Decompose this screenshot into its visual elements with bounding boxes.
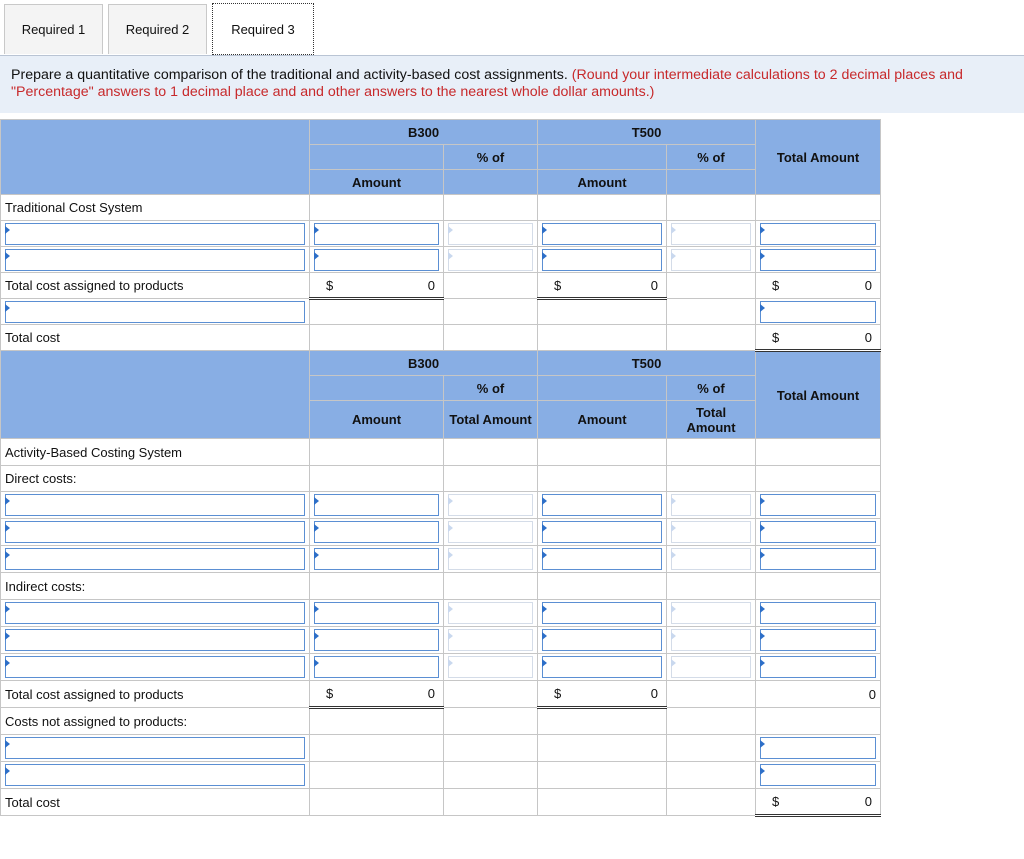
total-input[interactable] xyxy=(760,602,876,624)
t500-total-value: 0 xyxy=(650,277,659,293)
percent-input[interactable] xyxy=(448,602,533,624)
abc-header-amount-t500: Amount xyxy=(538,401,667,439)
table-row xyxy=(1,600,881,627)
amount-input[interactable] xyxy=(542,494,662,516)
currency-symbol: $ xyxy=(554,277,562,293)
row-label-input[interactable] xyxy=(5,521,305,543)
percent-input[interactable] xyxy=(448,249,533,271)
row-label-input[interactable] xyxy=(5,764,305,786)
table-row xyxy=(1,573,881,600)
percent-input[interactable] xyxy=(671,629,751,651)
abc-b300-total-value: 0 xyxy=(427,686,435,701)
table-row xyxy=(1,439,881,466)
header-blank xyxy=(1,351,310,439)
total-input[interactable] xyxy=(760,656,876,678)
row-label-input[interactable] xyxy=(5,602,305,624)
amount-input[interactable] xyxy=(314,521,439,543)
percent-input[interactable] xyxy=(448,629,533,651)
header-b300: B300 xyxy=(310,120,538,145)
tab-required-3[interactable]: Required 3 xyxy=(212,3,314,55)
amount-input[interactable] xyxy=(314,548,439,570)
amount-input[interactable] xyxy=(542,521,662,543)
percent-input[interactable] xyxy=(671,656,751,678)
percent-input[interactable] xyxy=(448,521,533,543)
total-input[interactable] xyxy=(760,223,876,245)
currency-symbol: $ xyxy=(326,686,334,701)
amount-input[interactable] xyxy=(542,223,662,245)
currency-symbol: $ xyxy=(772,278,780,293)
amount-input[interactable] xyxy=(314,494,439,516)
abc-grand-total-value: 0 xyxy=(756,681,881,708)
abc-header-total-t500: Total Amount xyxy=(667,401,756,439)
table-row xyxy=(1,299,881,325)
abc-indirect-label: Indirect costs: xyxy=(1,573,310,600)
amount-input[interactable] xyxy=(314,249,439,271)
percent-input[interactable] xyxy=(448,548,533,570)
header-total-amount: Total Amount xyxy=(756,120,881,195)
comparison-table xyxy=(0,119,881,817)
total-cost-value: 0 xyxy=(864,329,873,345)
percent-input[interactable] xyxy=(671,249,751,271)
abc-header-total-b300: Total Amount xyxy=(444,401,538,439)
row-label-input[interactable] xyxy=(5,629,305,651)
percent-input[interactable] xyxy=(671,521,751,543)
abc-header-row-1 xyxy=(1,351,881,376)
amount-input[interactable] xyxy=(542,249,662,271)
percent-input[interactable] xyxy=(448,223,533,245)
percent-input[interactable] xyxy=(448,494,533,516)
table-row xyxy=(1,466,881,492)
table-row xyxy=(1,627,881,654)
table-row xyxy=(1,654,881,681)
header-amount-t500: Amount xyxy=(538,170,667,195)
amount-input[interactable] xyxy=(314,629,439,651)
abc-header-pct-t500: % of xyxy=(667,376,756,401)
tab-bar xyxy=(0,0,1024,56)
table-row xyxy=(1,681,881,708)
instructions xyxy=(0,56,1024,113)
table-row xyxy=(1,195,881,221)
instructions-note: (Round your intermediate calculations to 2 decimal places and "Percentage" answers to 1 decimal place and and other answers to the nearest whole dollar amounts.) xyxy=(11,67,963,100)
total-input[interactable] xyxy=(760,737,876,759)
header-empty xyxy=(538,376,667,401)
abc-direct-label: Direct costs: xyxy=(1,466,310,492)
amount-input[interactable] xyxy=(542,548,662,570)
header-amount-b300: Amount xyxy=(310,170,444,195)
amount-input[interactable] xyxy=(314,656,439,678)
table-row xyxy=(1,247,881,273)
abc-header-pct-b300: % of xyxy=(444,376,538,401)
total-input[interactable] xyxy=(760,629,876,651)
table-row xyxy=(1,789,881,816)
traditional-section-label: Traditional Cost System xyxy=(1,195,310,221)
amount-input[interactable] xyxy=(542,629,662,651)
abc-header-b300: B300 xyxy=(310,351,538,376)
traditional-total-cost-label: Total cost xyxy=(1,325,310,351)
abc-not-assigned-label: Costs not assigned to products: xyxy=(1,708,310,735)
currency-symbol: $ xyxy=(326,277,334,293)
total-input[interactable] xyxy=(760,521,876,543)
traditional-header-row-1 xyxy=(1,120,881,145)
header-t500: T500 xyxy=(538,120,756,145)
total-input[interactable] xyxy=(760,548,876,570)
total-input[interactable] xyxy=(760,301,876,323)
traditional-total-assigned-label: Total cost assigned to products xyxy=(1,273,310,299)
tab-required-1[interactable]: Required 1 xyxy=(4,4,103,54)
grand-total-value: 0 xyxy=(864,278,873,293)
percent-input[interactable] xyxy=(671,548,751,570)
amount-input[interactable] xyxy=(542,656,662,678)
row-label-input[interactable] xyxy=(5,223,305,245)
table-row xyxy=(1,735,881,762)
total-input[interactable] xyxy=(760,494,876,516)
row-label-input[interactable] xyxy=(5,301,305,323)
percent-input[interactable] xyxy=(671,494,751,516)
total-input[interactable] xyxy=(760,764,876,786)
abc-total-cost-value: 0 xyxy=(864,794,873,809)
row-label-input[interactable] xyxy=(5,249,305,271)
header-empty xyxy=(310,145,444,170)
abc-header-total-amount: Total Amount xyxy=(756,351,881,439)
table-row xyxy=(1,325,881,351)
total-input[interactable] xyxy=(760,249,876,271)
currency-symbol: $ xyxy=(772,794,780,809)
percent-input[interactable] xyxy=(671,602,751,624)
abc-header-amount-b300: Amount xyxy=(310,401,444,439)
header-pct-t500: % of xyxy=(667,145,756,170)
abc-t500-total-value: 0 xyxy=(650,686,659,701)
table-row xyxy=(1,546,881,573)
table-row xyxy=(1,708,881,735)
table-row xyxy=(1,221,881,247)
row-label-input[interactable] xyxy=(5,656,305,678)
amount-input[interactable] xyxy=(542,602,662,624)
row-label-input[interactable] xyxy=(5,494,305,516)
percent-input[interactable] xyxy=(671,223,751,245)
header-pct-b300: % of xyxy=(444,145,538,170)
table-row xyxy=(1,762,881,789)
row-label-input[interactable] xyxy=(5,737,305,759)
header-empty xyxy=(444,170,538,195)
header-empty xyxy=(667,170,756,195)
amount-input[interactable] xyxy=(314,602,439,624)
abc-total-assigned-label: Total cost assigned to products xyxy=(1,681,310,708)
tab-required-2[interactable]: Required 2 xyxy=(108,4,207,54)
abc-header-t500: T500 xyxy=(538,351,756,376)
amount-input[interactable] xyxy=(314,223,439,245)
abc-section-label: Activity-Based Costing System xyxy=(1,439,310,466)
table-row xyxy=(1,492,881,519)
table-row xyxy=(1,273,881,299)
table-row xyxy=(1,519,881,546)
header-blank xyxy=(1,120,310,195)
percent-input[interactable] xyxy=(448,656,533,678)
header-empty xyxy=(310,376,444,401)
b300-total-value: 0 xyxy=(427,277,435,293)
row-label-input[interactable] xyxy=(5,548,305,570)
abc-total-cost-label: Total cost xyxy=(1,789,310,816)
currency-symbol: $ xyxy=(772,329,780,345)
header-empty xyxy=(538,145,667,170)
instructions-main: Prepare a quantitative comparison of the traditional and activity-based cost assignments. xyxy=(11,67,568,83)
currency-symbol: $ xyxy=(554,686,562,701)
